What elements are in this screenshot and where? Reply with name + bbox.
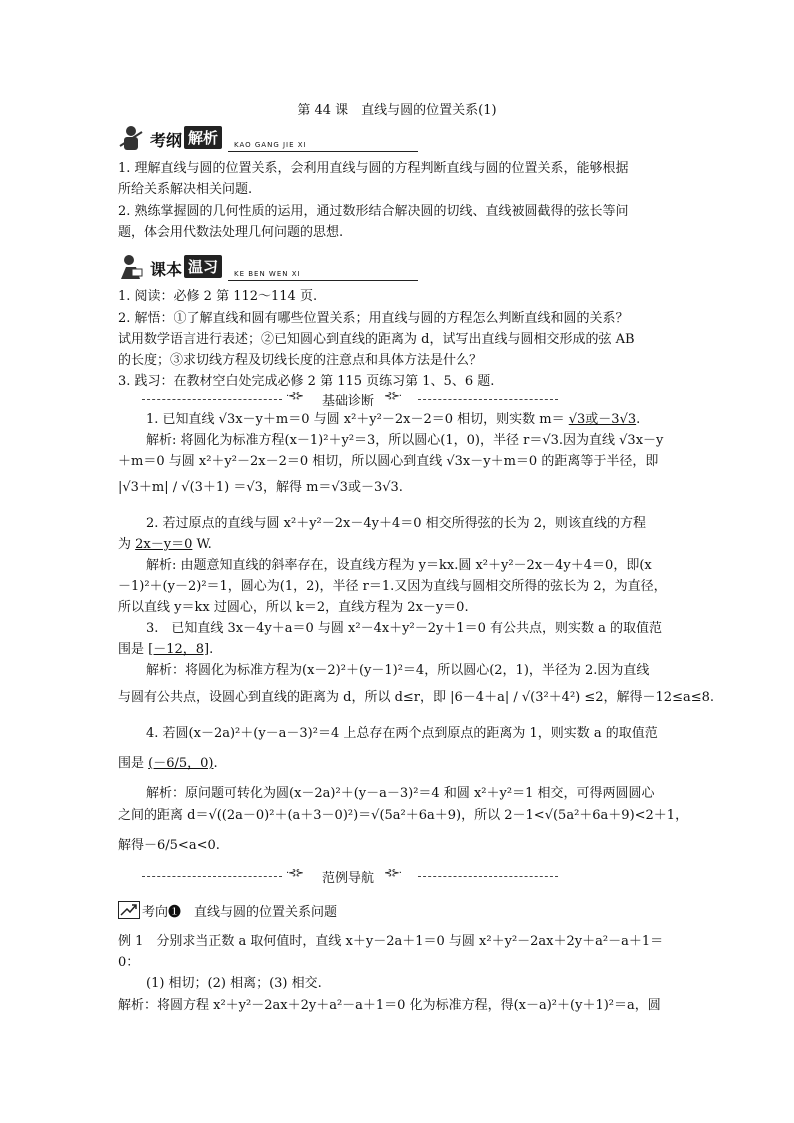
topic-title: 考向❶ 直线与圆的位置关系问题 [142,905,338,920]
solution-line: 与圆有公共点，设圆心到直线的距离为 d，所以 d≤r，即 |6－4＋a| / √(3²＋4²) ≤2，解得－12≤a≤8. [118,690,715,705]
solution-line: 之间的距离 d＝√((2a－0)²＋(a＋3－0)²)＝√(5a²＋6a＋9)，所以 2－1<√(5a²＋6a＋9)<2＋1， [118,808,689,823]
section-badge: 考纲 [150,131,183,150]
text-line: 3. 践习：在教材空白处完成必修 2 第 115 页练习第 1、5、6 题. [118,374,495,389]
ornament-icon: ⊰⊱· [384,391,401,402]
text-line: 所给关系解决相关问题. [118,182,253,197]
section-tag: 温习 [184,255,222,278]
text-line: 2. 熟练掌握圆的几何性质的运用，通过数形结合解决圆的切线、直线被圆截得的弦长等问 [118,204,629,219]
divider [418,876,558,877]
answer-blank: √3或－3√3 [568,412,637,427]
solution-line: 解析: 将圆化为标准方程(x－1)²＋y²＝3，所以圆心(1，0)，半径 r＝√3.因为直线 √3x－y [146,433,664,448]
section-header-kebenwenxi [118,253,678,285]
solution-line: ＋m＝0 与圆 x²＋y²－2x－2＝0 相切，所以圆心到直线 √3x－y＋m＝0 的距离等于半径，即 [118,454,659,469]
divider [228,151,418,152]
period: . [213,756,218,771]
topic-heading [118,899,678,921]
problem-4-answer [118,754,678,774]
period: . [636,412,641,427]
problem-text: 1. 已知直线 √3x－y＋m＝0 与圆 x²＋y²－2x－2＝0 相切，则实数 m＝ [146,412,565,427]
example-line: 例 1 分别求当正数 a 取何值时，直线 x＋y－2a＋1＝0 与圆 x²＋y²－2ax＋2y＋a²－a＋1＝ [118,934,664,949]
text-line: 的长度；③求切线方程及切线长度的注意点和具体方法是什么？ [118,353,483,368]
divider [228,280,418,281]
ornament-icon: ·⊰⊱ [286,391,303,402]
problem-text: 围是 [118,642,145,657]
separator-label: 基础诊断 [322,394,375,409]
problem-4: 4. 若圆(x－2a)²＋(y－a－3)²＝4 上总存在两个点到原点的距离为 1，则实数 a 的取值范 [146,726,658,741]
problem-text: 围是 [118,756,145,771]
text-line: 1. 理解直线与圆的位置关系，会利用直线与圆的方程判断直线与圆的位置关系，能够根据 [118,161,629,176]
problem-2-answer [118,535,678,555]
section-badge: 课本 [150,260,183,279]
section-pinyin: KE BEN WEN XI [234,270,301,278]
text-line: 1. 阅读：必修 2 第 112～114 页. [118,289,318,304]
solution-line: 解析：将圆化为标准方程为(x－2)²＋(y－1)²＝4，所以圆心(2，1)，半径为 2.因为直线 [146,663,650,678]
problem-3: 3. 已知直线 3x－4y＋a＝0 与圆 x²－4x＋y²－2y＋1＝0 有公共点，则实数 a 的取值范 [146,621,663,636]
problem-text: W. [196,537,212,552]
section-separator [118,867,678,887]
period: . [209,642,214,657]
problem-2: 2. 若过原点的直线与圆 x²＋y²－2x－4y＋4＝0 相交所得弦的长为 2，则该直线的方程 [146,516,647,531]
problem-3-answer [118,640,678,660]
page-title: 第 44 课 直线与圆的位置关系(1) [297,103,497,118]
text-line: 题，体会用代数法处理几何问题的思想. [118,225,344,240]
solution-line: －1)²＋(y－2)²＝1，圆心为(1，2)，半径 r＝1.又因为直线与圆相交所得的弦长为 2，为直径， [118,579,667,594]
ornament-icon: ·⊰⊱ [286,868,303,879]
divider [142,876,282,877]
divider [142,399,282,400]
section-tag: 解析 [184,126,222,149]
trend-arrow-icon [118,901,140,919]
ornament-icon: ⊰⊱· [384,868,401,879]
solution-line: 解得－6/5<a<0. [118,838,220,853]
divider [418,399,558,400]
example-line: (1) 相切；(2) 相离；(3) 相交. [146,976,322,991]
text-line: 试用数学语言进行表述；②已知圆心到直线的距离为 d，试写出直线与圆相交形成的弦 AB [118,332,635,347]
section-separator [118,390,678,410]
person-icon [118,124,144,152]
separator-label: 范例导航 [322,871,375,886]
answer-blank: (－6/5，0) [148,756,214,771]
answer-blank: 2x－y＝0 [135,537,193,552]
solution-line: 解析：原问题可转化为圆(x－2a)²＋(y－a－3)²＝4 和圆 x²＋y²＝1 相交，可得两圆圆心 [146,786,655,801]
example-line: 解析：将圆方程 x²＋y²－2ax＋2y＋a²－a＋1＝0 化为标准方程，得(x－a)²＋(y＋1)²＝a，圆 [118,998,661,1013]
solution-line: |√3＋m| / √(3＋1) ＝√3，解得 m＝√3或－3√3. [118,480,403,495]
solution-line: 解析: 由题意知直线的斜率存在，设直线方程为 y＝kx.圆 x²＋y²－2x－4y＋4＝0，即(x [146,558,652,573]
text-line: 2. 解悟：①了解直线和圆有哪些位置关系；用直线与圆的方程怎么判断直线和圆的关系？ [118,311,629,326]
section-pinyin: KAO GANG JIE XI [234,141,307,149]
reader-icon [118,253,144,281]
solution-line: 所以直线 y＝kx 过圆心，所以 k＝2，直线方程为 2x－y＝0. [118,600,469,615]
problem-1 [146,410,678,430]
problem-text: 为 [118,537,132,552]
section-header-kaogang [118,124,678,156]
answer-blank: [－12，8] [148,642,210,657]
example-line: 0： [118,955,140,970]
